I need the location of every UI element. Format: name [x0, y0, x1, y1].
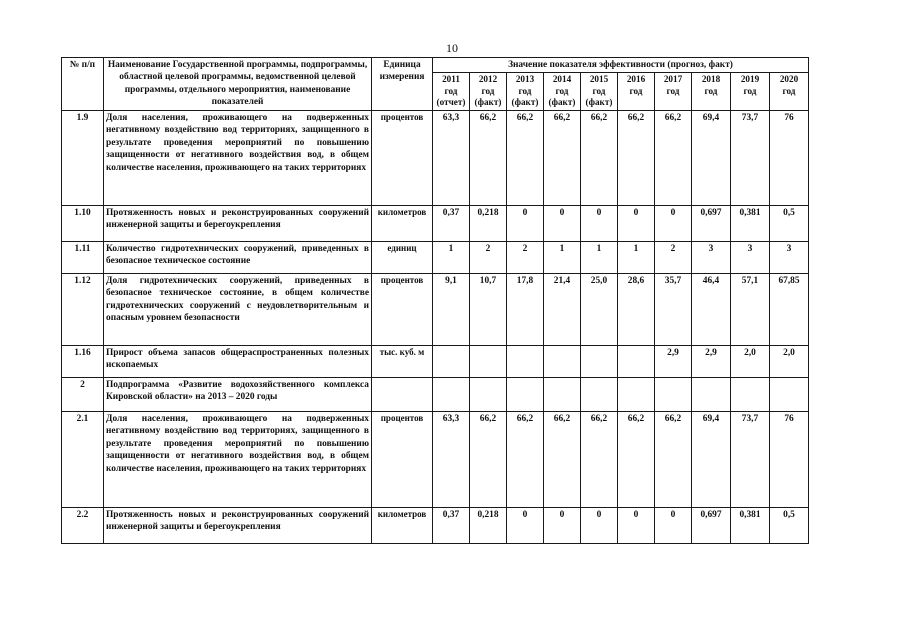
- value-cell: 0,37: [433, 205, 470, 241]
- indicator-name: Подпрограмма «Развитие водохозяйственного комплекса Кировской области» на 2013 – 2020 годы: [104, 377, 372, 411]
- value-cell: 0,381: [731, 205, 770, 241]
- value-cell: 76: [770, 411, 809, 507]
- value-cell: 0: [655, 205, 692, 241]
- value-cell: 0,218: [470, 205, 507, 241]
- value-cell: 1: [581, 241, 618, 273]
- value-cell: 28,6: [618, 273, 655, 345]
- value-cell: 66,2: [470, 110, 507, 205]
- header-year-2018: [692, 73, 731, 111]
- year-note: год: [666, 85, 680, 96]
- value-cell: 63,3: [433, 411, 470, 507]
- year-note: год: [629, 85, 643, 96]
- value-cell: 66,2: [544, 110, 581, 205]
- row-number: 1.16: [62, 345, 104, 377]
- value-cell: 0: [581, 507, 618, 543]
- value-cell: 1: [618, 241, 655, 273]
- year-note: год (факт): [585, 85, 613, 108]
- value-cell: 66,2: [507, 110, 544, 205]
- table-row: [62, 241, 809, 273]
- year-label: 2014: [552, 74, 572, 85]
- year-label: 2019: [740, 74, 760, 85]
- value-cell: [433, 345, 470, 377]
- value-cell: 2: [470, 241, 507, 273]
- indicator-name: Протяженность новых и реконструированных сооружений инженерной защиты и берегоукрепления: [104, 507, 372, 543]
- table-row: [62, 273, 809, 345]
- value-cell: [581, 377, 618, 411]
- value-cell: 69,4: [692, 411, 731, 507]
- value-cell: [544, 345, 581, 377]
- value-cell: 67,85: [770, 273, 809, 345]
- value-cell: 25,0: [581, 273, 618, 345]
- value-cell: [770, 377, 809, 411]
- value-cell: [618, 377, 655, 411]
- value-cell: 57,1: [731, 273, 770, 345]
- value-cell: 66,2: [581, 411, 618, 507]
- header-name: Наименование Государственной программы, подпрограммы, областной целевой программы, ведомственной целевой программы, отдельного мероприятия, наименование показателей: [104, 58, 372, 111]
- value-cell: [692, 377, 731, 411]
- value-cell: 1: [433, 241, 470, 273]
- table-row: [62, 345, 809, 377]
- value-cell: 10,7: [470, 273, 507, 345]
- page-number: 10: [446, 41, 458, 55]
- value-cell: 0: [507, 205, 544, 241]
- year-label: 2015: [589, 74, 609, 85]
- value-cell: 17,8: [507, 273, 544, 345]
- value-cell: 66,2: [655, 110, 692, 205]
- value-cell: [655, 377, 692, 411]
- value-cell: 46,4: [692, 273, 731, 345]
- value-cell: 1: [544, 241, 581, 273]
- value-cell: 0,5: [770, 507, 809, 543]
- header-year-2011: [433, 73, 470, 111]
- year-label: 2016: [626, 74, 646, 85]
- value-cell: 0,381: [731, 507, 770, 543]
- table-row: [62, 411, 809, 507]
- value-cell: 73,7: [731, 110, 770, 205]
- value-cell: 0: [581, 205, 618, 241]
- indicator-name: Прирост объема запасов общераспространенных полезных ископаемых: [104, 345, 372, 377]
- value-cell: 21,4: [544, 273, 581, 345]
- value-cell: 9,1: [433, 273, 470, 345]
- unit-cell: процентов: [372, 411, 433, 507]
- value-cell: 2,9: [655, 345, 692, 377]
- indicator-name: Доля гидротехнических сооружений, приведенных в безопасное техническое состояние, в общем количестве гидротехнических сооружений с неудовлетворительным и опасным уровнем безопасности: [104, 273, 372, 345]
- value-cell: 66,2: [507, 411, 544, 507]
- header-year-2020: [770, 73, 809, 111]
- year-note: год: [743, 85, 757, 96]
- value-cell: 66,2: [581, 110, 618, 205]
- header-no: № п/п: [62, 58, 104, 111]
- year-note: год (факт): [511, 85, 539, 108]
- year-note: год (факт): [474, 85, 502, 108]
- unit-cell: километров: [372, 507, 433, 543]
- value-cell: 66,2: [470, 411, 507, 507]
- row-number: 1.9: [62, 110, 104, 205]
- value-cell: [544, 377, 581, 411]
- header-year-2017: [655, 73, 692, 111]
- row-number: 2.2: [62, 507, 104, 543]
- header-year-2014: [544, 73, 581, 111]
- value-cell: [618, 345, 655, 377]
- header-year-2016: [618, 73, 655, 111]
- table-row: [62, 205, 809, 241]
- table-row: [62, 110, 809, 205]
- value-cell: 2,0: [770, 345, 809, 377]
- value-cell: [470, 377, 507, 411]
- unit-cell: процентов: [372, 273, 433, 345]
- value-cell: 0,37: [433, 507, 470, 543]
- year-note: год: [704, 85, 718, 96]
- header-year-2015: [581, 73, 618, 111]
- unit-cell: километров: [372, 205, 433, 241]
- value-cell: [433, 377, 470, 411]
- header-year-2012: [470, 73, 507, 111]
- value-cell: 63,3: [433, 110, 470, 205]
- value-cell: 2,9: [692, 345, 731, 377]
- value-cell: 0,5: [770, 205, 809, 241]
- indicator-name: Доля населения, проживающего на подверженных негативному воздействию вод территориях, защищенного в результате проведения мероприятий по повышению защищенности от негативного воздействия вод, в общем количестве населения, проживающего на таких территориях: [104, 411, 372, 507]
- table-header: [62, 58, 809, 111]
- performance-indicators-table: [61, 57, 809, 544]
- unit-cell: единиц: [372, 241, 433, 273]
- row-number: 1.12: [62, 273, 104, 345]
- table-row: [62, 377, 809, 411]
- value-cell: 66,2: [544, 411, 581, 507]
- value-cell: 66,2: [655, 411, 692, 507]
- value-cell: [507, 345, 544, 377]
- indicator-name: Доля населения, проживающего на подверженных негативному воздействию вод территориях, защищенного в результате проведения мероприятий по повышению защищенности от негативного воздействия вод, в общем количестве населения, проживающего на таких территориях: [104, 110, 372, 205]
- row-number: 1.11: [62, 241, 104, 273]
- value-cell: 3: [770, 241, 809, 273]
- indicator-name: Протяженность новых и реконструированных сооружений инженерной защиты и берегоукрепления: [104, 205, 372, 241]
- table-body: [62, 110, 809, 543]
- year-label: 2013: [515, 74, 535, 85]
- value-cell: 3: [692, 241, 731, 273]
- value-cell: 0: [544, 205, 581, 241]
- value-cell: 2: [655, 241, 692, 273]
- row-number: 1.10: [62, 205, 104, 241]
- value-cell: 76: [770, 110, 809, 205]
- unit-cell: процентов: [372, 110, 433, 205]
- value-cell: 66,2: [618, 110, 655, 205]
- value-cell: 2: [507, 241, 544, 273]
- year-note: год: [782, 85, 796, 96]
- header-year-2013: [507, 73, 544, 111]
- value-cell: 0: [655, 507, 692, 543]
- value-cell: [507, 377, 544, 411]
- value-cell: 3: [731, 241, 770, 273]
- value-cell: 69,4: [692, 110, 731, 205]
- unit-cell: тыс. куб. м: [372, 345, 433, 377]
- header-values-group: Значение показателя эффективности (прогноз, факт): [433, 58, 809, 73]
- header-year-2019: [731, 73, 770, 111]
- unit-cell: [372, 377, 433, 411]
- value-cell: [581, 345, 618, 377]
- value-cell: 0: [618, 507, 655, 543]
- value-cell: 0: [507, 507, 544, 543]
- value-cell: 2,0: [731, 345, 770, 377]
- year-label: 2012: [478, 74, 498, 85]
- indicator-name: Количество гидротехнических сооружений, приведенных в безопасное техническое состояние: [104, 241, 372, 273]
- value-cell: 0: [618, 205, 655, 241]
- value-cell: 66,2: [618, 411, 655, 507]
- header-unit: Единица измерения: [372, 58, 433, 111]
- value-cell: 73,7: [731, 411, 770, 507]
- year-note: год (отчет): [436, 85, 466, 108]
- value-cell: 0,697: [692, 205, 731, 241]
- row-number: 2.1: [62, 411, 104, 507]
- value-cell: 0,697: [692, 507, 731, 543]
- year-label: 2020: [779, 74, 799, 85]
- value-cell: 35,7: [655, 273, 692, 345]
- row-number: 2: [62, 377, 104, 411]
- table-row: [62, 507, 809, 543]
- value-cell: 0,218: [470, 507, 507, 543]
- value-cell: [731, 377, 770, 411]
- year-label: 2018: [701, 74, 721, 85]
- year-label: 2017: [663, 74, 683, 85]
- value-cell: 0: [544, 507, 581, 543]
- year-note: год (факт): [548, 85, 576, 108]
- year-label: 2011: [442, 74, 460, 85]
- value-cell: [470, 345, 507, 377]
